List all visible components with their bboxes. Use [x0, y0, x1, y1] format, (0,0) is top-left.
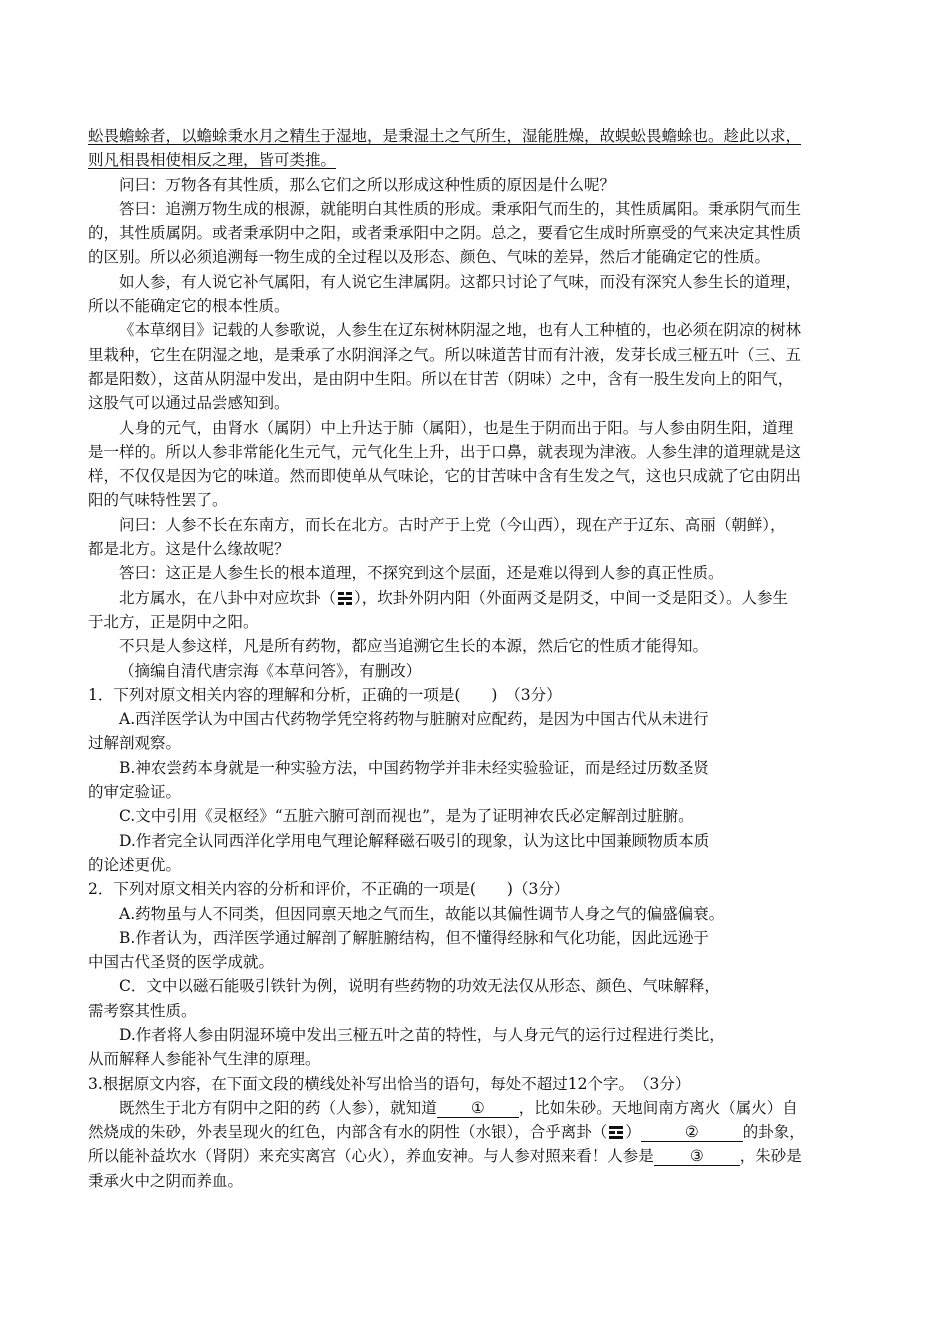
blank-3[interactable]: ③ — [654, 1147, 740, 1166]
q3-text: ，比如朱砂。天地间南方离火（属火）自 — [518, 1098, 798, 1117]
q3-text: 所以能补益坎水（肾阴）来充实离宫（心火），养血安神。与人参对照来看！人参是 — [88, 1147, 654, 1166]
question-1-option-b-cont: 的审定验证。 — [88, 783, 182, 802]
paragraph-answer-2: 答曰：这正是人参生长的根本道理，不探究到这个层面，还是难以得到人参的真正性质。 — [119, 564, 724, 583]
paragraph-ginseng: 如人参，有人说它补气属阳，有人说它生津属阴。这都只讨论了气味，而没有深究人参生长的道理， — [119, 272, 802, 291]
question-1-option-b[interactable]: B.神农尝药本身就是一种实验方法，中国药物学并非未经实验验证，而是经过历数圣贤 — [119, 758, 709, 777]
blank-1[interactable]: ① — [437, 1099, 519, 1118]
q3-text: 既然生于北方有阴中之阳的药（人参），就知道 — [119, 1098, 437, 1117]
paragraph-question-2: 问曰：人参不长在东南方，而长在北方。古时产于上党（今山西），现在产于辽东、高丽（朝鲜）， — [119, 515, 786, 534]
paragraph-answer-1: 答曰：追溯万物生成的根源，就能明白其性质的形成。秉承阳气而生的，其性质属阳。秉承阴气而生 — [119, 199, 802, 218]
paragraph-yuanqi-line: 样，不仅仅是因为它的味道。然而即使单从气味论，它的甘苦味中含有生发之气，这也只成就了它由阴出 — [88, 467, 802, 486]
exam-page — [88, 124, 864, 1193]
paragraph-ginseng-line: 所以不能确定它的根本性质。 — [88, 297, 290, 316]
paragraph-bencao: 《本草纲目》记载的人参歌说，人参生在辽东树林阴湿之地，也有人工种植的，也必须在阴凉的树林 — [119, 321, 802, 340]
paragraph-question-1: 问曰：万物各有其性质，那么它们之所以形成这种性质的原因是什么呢？ — [119, 175, 616, 194]
paragraph-yuanqi: 人身的元气，由肾水（属阴）中上升达于肺（属阳），也是生于阴而出于阳。与人参由阴生阳，道理 — [119, 418, 794, 437]
question-1-option-a[interactable]: A.西洋医学认为中国古代药物学凭空将药物与脏腑对应配药，是因为中国古代从未进行 — [119, 710, 709, 729]
north-text-b: ），坎卦外阴内阳（外面两爻是阴爻，中间一爻是阳爻）。人参生 — [354, 588, 789, 607]
question-3-line-4: 秉承火中之阴而养血。 — [88, 1171, 244, 1190]
question-1-option-d-cont: 的论述更优。 — [88, 855, 182, 874]
blank-2[interactable]: ② — [641, 1123, 743, 1142]
paragraph-bencao-line: 都是阳数），这苗从阴湿中发出，是由阴中生阳。所以在甘苦（阴味）之中，含有一股生发向上的阳气， — [88, 369, 794, 388]
source-note: （摘编自清代唐宗海《本草问答》，有删改） — [119, 661, 422, 680]
question-2-option-d-cont: 从而解释人参能补气生津的原理。 — [88, 1050, 321, 1069]
paragraph-north-line: 于北方，正是阴中之阳。 — [88, 612, 259, 631]
intro-line-2: 则凡相畏相使相反之理，皆可类推。 — [88, 151, 337, 170]
question-2-option-c-cont: 需考察其性质。 — [88, 1001, 197, 1020]
question-3-line-1 — [88, 1096, 864, 1120]
q3-text: ，朱砂是 — [739, 1147, 802, 1166]
question-2-option-b-cont: 中国古代圣贤的医学成就。 — [88, 953, 275, 972]
li-trigram-icon — [609, 1126, 623, 1139]
question-2-option-d[interactable]: D.作者将人参由阴湿环境中发出三桠五叶之苗的特性，与人身元气的运行过程进行类比， — [119, 1025, 725, 1044]
q3-text: 然烧成的朱砂，外表呈现火的红色，内部含有水的阴性（水银），合乎离卦（ — [88, 1123, 608, 1142]
paragraph-answer-1-line: 的区别。所以必须追溯每一物生成的全过程以及形态、颜色、气味的差异，然后才能确定它的性质。 — [88, 248, 771, 267]
paragraph-yuanqi-line: 是一样的。所以人参非常能化生元气，元气化生上升，出于口鼻，就表现为津液。人参生津的道理就是这 — [88, 442, 802, 461]
question-3-line-3 — [88, 1144, 864, 1168]
question-2-option-c[interactable]: C．文中以磁石能吸引铁针为例，说明有些药物的功效无法仅从形态、颜色、气味解释， — [119, 977, 720, 996]
question-1-option-c[interactable]: C.文中引用《灵枢经》“五脏六腑可剖而视也”，是为了证明神农氏必定解剖过脏腑。 — [119, 807, 694, 826]
question-3-line-2 — [88, 1120, 864, 1144]
paragraph-conclusion: 不只是人参这样，凡是所有药物，都应当追溯它生长的本源，然后它的性质才能得知。 — [119, 637, 709, 656]
paragraph-yuanqi-line: 阳的气味特性罢了。 — [88, 491, 228, 510]
paragraph-bencao-line: 这股气可以通过品尝感知到。 — [88, 394, 290, 413]
paragraph-north — [88, 586, 864, 610]
question-2-option-a[interactable]: A.药物虽与人不同类，但因同禀天地之气而生，故能以其偏性调节人身之气的偏盛偏衰。 — [119, 904, 725, 923]
question-1-option-d[interactable]: D.作者完全认同西洋化学用电气理论解释磁石吸引的现象，认为这比中国兼顾物质本质 — [119, 831, 710, 850]
paragraph-bencao-line: 里栽种，它生在阴湿之地，是秉承了水阴润泽之气。所以味道苦甘而有汁液，发芽长成三桠五叶（三、五 — [88, 345, 802, 364]
question-2-option-b[interactable]: B.作者认为，西洋医学通过解剖了解脏腑结构，但不懂得经脉和气化功能，因此远逊于 — [119, 928, 709, 947]
paragraph-question-2-line: 都是北方。这是什么缘故呢？ — [88, 540, 290, 559]
question-1-option-a-cont: 过解剖观察。 — [88, 734, 182, 753]
question-1-stem: 1．下列对原文相关内容的理解和分析，正确的一项是( ) （3分） — [88, 685, 562, 704]
question-3-stem: 3.根据原文内容，在下面文段的横线处补写出恰当的语句，每处不超过12个字。 （3分） — [88, 1074, 691, 1093]
question-2-stem: 2．下列对原文相关内容的分析和评价，不正确的一项是( )（3分） — [88, 880, 570, 899]
paragraph-answer-1-line: 的，其性质属阴。或者秉承阴中之阳，或者秉承阳中之阴。总之，要看它生成时所禀受的气来决定其性质 — [88, 224, 802, 243]
intro-line-1: 蚣畏蟾蜍者，以蟾蜍秉水月之精生于湿地，是秉湿土之气所生，湿能胜燥，故蜈蚣畏蟾蜍也。趁此以求， — [88, 127, 802, 145]
q3-text: ） — [625, 1123, 641, 1142]
kan-trigram-icon — [338, 592, 352, 605]
q3-text: 的卦象， — [742, 1123, 805, 1142]
north-text-a: 北方属水，在八卦中对应坎卦（ — [119, 588, 337, 607]
